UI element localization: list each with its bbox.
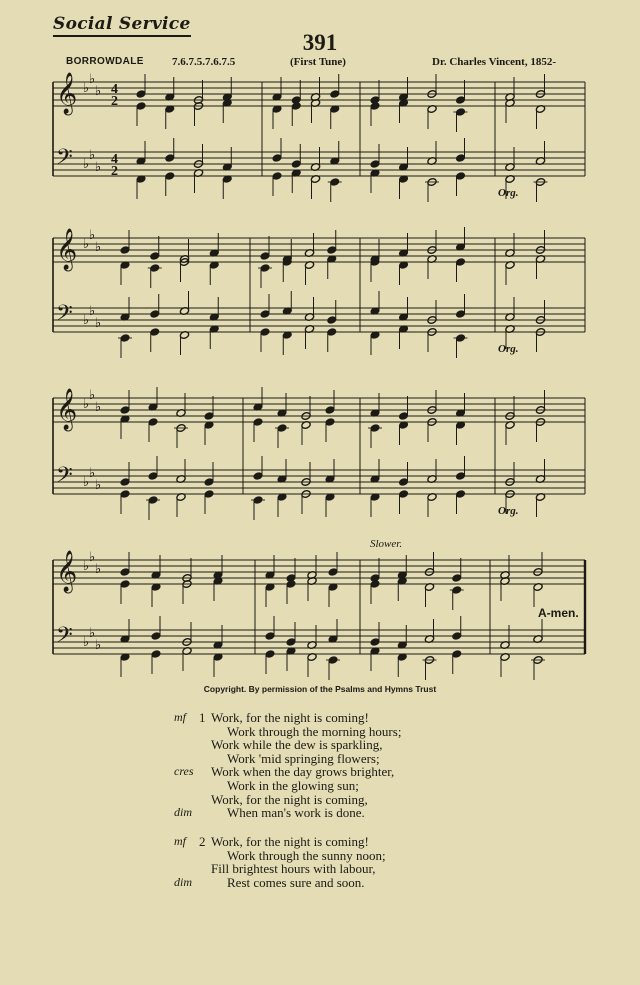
- flat-sign: ♭: [83, 559, 90, 574]
- verse-line: Work, for the night is coming!: [211, 710, 369, 725]
- flat-sign: ♭: [83, 237, 90, 252]
- dynamic-marking: mf: [174, 834, 186, 848]
- flat-sign: ♭: [95, 160, 102, 175]
- flat-sign: ♭: [83, 397, 90, 412]
- dynamic-marking: cres: [174, 764, 194, 779]
- verse-line: Fill brightest hours with labour,: [211, 861, 376, 877]
- hymn-number: 391: [302, 30, 338, 55]
- dynamic-marking: dim: [174, 874, 192, 889]
- treble-clef: 𝄞: [56, 389, 78, 430]
- flat-sign: ♭: [95, 240, 102, 255]
- treble-clef: 𝄞: [56, 551, 78, 592]
- dynamic-marking: mf: [174, 710, 186, 724]
- amen-label: A-men.: [538, 606, 579, 620]
- time-signature-bottom: 2: [111, 94, 118, 109]
- dynamic-marking: dim: [174, 805, 192, 820]
- flat-sign: ♭: [89, 550, 96, 565]
- flat-sign: ♭: [95, 316, 102, 331]
- flat-sign: ♭: [89, 304, 96, 319]
- verse-line: Work when the day grows brighter,: [211, 764, 395, 780]
- org-label: Org.: [498, 505, 519, 517]
- flat-sign: ♭: [89, 228, 96, 243]
- tune-name: BORROWDALE: [66, 56, 144, 67]
- flat-sign: ♭: [95, 400, 102, 415]
- tune-meter: 7.6.7.5.7.6.7.5: [172, 56, 236, 68]
- time-signature-bottom: 2: [111, 164, 118, 179]
- treble-clef: 𝄞: [56, 229, 78, 270]
- bass-clef: 𝄢: [56, 463, 73, 493]
- flat-sign: ♭: [83, 475, 90, 490]
- flat-sign: ♭: [89, 626, 96, 641]
- verse-line: Work, for the night is coming!: [211, 834, 369, 849]
- verse-line: Work through the morning hours;: [227, 723, 402, 739]
- composer: Dr. Charles Vincent, 1852-: [432, 56, 556, 68]
- verse-line: Rest comes sure and soon.: [227, 874, 365, 890]
- flat-sign: ♭: [83, 81, 90, 96]
- flat-sign: ♭: [83, 157, 90, 172]
- verse-line: Work through the sunny noon;: [227, 847, 386, 863]
- verse-line: Work in the glowing sun;: [227, 778, 359, 793]
- org-label: Org.: [498, 187, 519, 199]
- flat-sign: ♭: [89, 388, 96, 403]
- flat-sign: ♭: [83, 313, 90, 328]
- verse-number: 2: [199, 834, 206, 849]
- flat-sign: ♭: [89, 466, 96, 481]
- time-signature-top: 4: [111, 82, 118, 97]
- bass-clef: 𝄢: [56, 623, 73, 653]
- time-signature-top: 4: [111, 152, 118, 167]
- bass-clef: 𝄢: [56, 145, 73, 175]
- verse-number: 1: [199, 710, 206, 725]
- flat-sign: ♭: [89, 148, 96, 163]
- verse-line: Work while the dew is sparkling,: [211, 737, 383, 753]
- org-label: Org.: [498, 343, 519, 355]
- verse-line: Work, for the night is coming,: [211, 791, 368, 807]
- flat-sign: ♭: [95, 562, 102, 577]
- treble-clef: 𝄞: [56, 73, 78, 114]
- verse-line: When man's work is done.: [227, 805, 365, 821]
- copyright-notice: Copyright. By permission of the Psalms and Hymns Trust: [203, 684, 437, 694]
- slower-label: Slower.: [370, 538, 403, 550]
- verse-line: Work 'mid springing flowers;: [227, 750, 380, 766]
- tune-variant: (First Tune): [290, 56, 346, 68]
- flat-sign: ♭: [95, 84, 102, 99]
- flat-sign: ♭: [83, 635, 90, 650]
- flat-sign: ♭: [95, 638, 102, 653]
- flat-sign: ♭: [89, 72, 96, 87]
- bass-clef: 𝄢: [56, 301, 73, 331]
- flat-sign: ♭: [95, 478, 102, 493]
- section-title: Social Service: [53, 14, 191, 37]
